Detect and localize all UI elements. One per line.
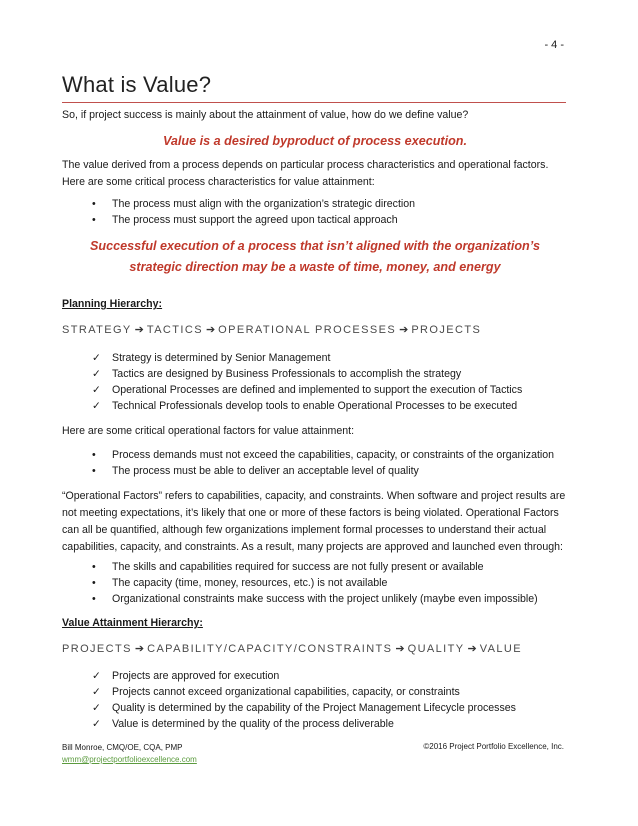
list-item: ✓ Tactics are designed by Business Professionals to accomplish the strategy	[92, 368, 462, 380]
bullet-icon: •	[92, 465, 96, 477]
list-item: ✓ Strategy is determined by Senior Management	[92, 352, 331, 364]
callout-line: strategic direction may be a waste of time, money, and energy	[129, 260, 501, 274]
intro-paragraph: So, if project success is mainly about the attainment of value, how do we define value?	[62, 109, 469, 121]
bullet-icon: •	[92, 593, 96, 605]
list-item: ✓ Technical Professionals develop tools to enable Operational Processes to be executed	[92, 400, 518, 412]
arrow-right-icon: ➔	[467, 643, 477, 655]
list-item: ✓ Projects are approved for execution	[92, 670, 280, 682]
footer-author: Bill Monroe, CMQ/OE, CQA, PMP	[62, 743, 183, 752]
check-icon: ✓	[92, 352, 101, 364]
list-item: ✓ Projects cannot exceed organizational capabilities, capacity, or constraints	[92, 686, 460, 698]
list-item: • The process must support the agreed upon tactical approach	[92, 214, 398, 226]
footer-copyright: ©2016 Project Portfolio Excellence, Inc.	[423, 742, 564, 751]
arrow-right-icon: ➔	[134, 643, 145, 655]
footer-email-link[interactable]: wmm@projectportfolioexcellence.com	[62, 755, 197, 764]
list-item: ✓ Value is determined by the quality of the process deliverable	[92, 718, 394, 730]
list-item: • The process must align with the organization’s strategic direction	[92, 198, 416, 210]
check-icon: ✓	[92, 686, 101, 698]
flow-step: VALUE	[479, 643, 522, 655]
value-attainment-checklist	[92, 668, 516, 732]
callout-value-definition: Value is a desired byproduct of process execution.	[163, 134, 467, 148]
bullet-icon: •	[92, 198, 96, 210]
planning-hierarchy-heading: Planning Hierarchy:	[62, 298, 163, 310]
flow-step: CAPABILITY/CAPACITY/CONSTRAINTS	[147, 643, 393, 655]
title-divider	[62, 102, 566, 103]
bullet-icon: •	[92, 577, 96, 589]
list-item: • The skills and capabilities required for success are not fully present or available	[92, 561, 484, 573]
list-item: • Organizational constraints make success with the project unlikely (maybe even impossible)	[92, 593, 538, 605]
list-item: • The process must be able to deliver an acceptable level of quality	[92, 465, 419, 477]
arrow-right-icon: ➔	[399, 324, 409, 336]
process-characteristics-paragraph: The value derived from a process depends on particular process characteristics and operational factors. Here are some critical process characteristics for value attainment:	[62, 159, 549, 188]
flow-step: PROJECTS	[62, 643, 132, 655]
list-item: ✓ Operational Processes are defined and implemented to support the execution of Tactics	[92, 384, 523, 396]
footer-author-block	[62, 742, 197, 766]
arrow-right-icon: ➔	[205, 324, 216, 336]
list-item: • The capacity (time, money, resources, etc.) is not available	[92, 577, 388, 589]
flow-step: STRATEGY	[62, 324, 132, 336]
planning-hierarchy-checklist	[92, 350, 522, 414]
flow-step: OPERATIONAL PROCESSES	[218, 324, 397, 336]
process-characteristics-list	[92, 196, 415, 228]
flow-step: PROJECTS	[411, 324, 482, 336]
planning-hierarchy-flow	[62, 323, 481, 336]
bullet-icon: •	[92, 449, 96, 461]
bullet-icon: •	[92, 561, 96, 573]
flow-step: TACTICS	[146, 324, 203, 336]
list-item: ✓ Quality is determined by the capability of the Project Management Lifecycle processes	[92, 702, 516, 714]
check-icon: ✓	[92, 368, 101, 380]
page-title: What is Value?	[62, 72, 212, 97]
callout-alignment-warning	[62, 236, 568, 278]
check-icon: ✓	[92, 702, 101, 714]
arrow-right-icon: ➔	[134, 324, 144, 336]
success-obstacles-list	[92, 559, 538, 607]
check-icon: ✓	[92, 670, 101, 682]
value-attainment-flow	[62, 642, 522, 655]
page-number: - 4 -	[544, 39, 564, 51]
operational-factors-paragraph: Here are some critical operational factors for value attainment:	[62, 425, 355, 437]
check-icon: ✓	[92, 384, 101, 396]
arrow-right-icon: ➔	[395, 643, 405, 655]
list-item: • Process demands must not exceed the capabilities, capacity, or constraints of the organization	[92, 449, 555, 461]
flow-step: QUALITY	[407, 643, 465, 655]
operational-factors-explanation: “Operational Factors” refers to capabilities, capacity, and constraints. When software and project results are not meeting expectations, it’s likely that one or more of these factors is being violated. Operational Factors can all be quantified, although few organizations implement formal processes to understand their actual capabilities, capacity, and constraints. As a result, many projects are approved and launched even through:	[62, 490, 566, 553]
check-icon: ✓	[92, 400, 101, 412]
bullet-icon: •	[92, 214, 96, 226]
callout-line: Successful execution of a process that isn’t aligned with the organization’s	[90, 239, 540, 253]
value-attainment-heading: Value Attainment Hierarchy:	[62, 617, 203, 629]
check-icon: ✓	[92, 718, 101, 730]
operational-factors-list	[92, 447, 554, 479]
